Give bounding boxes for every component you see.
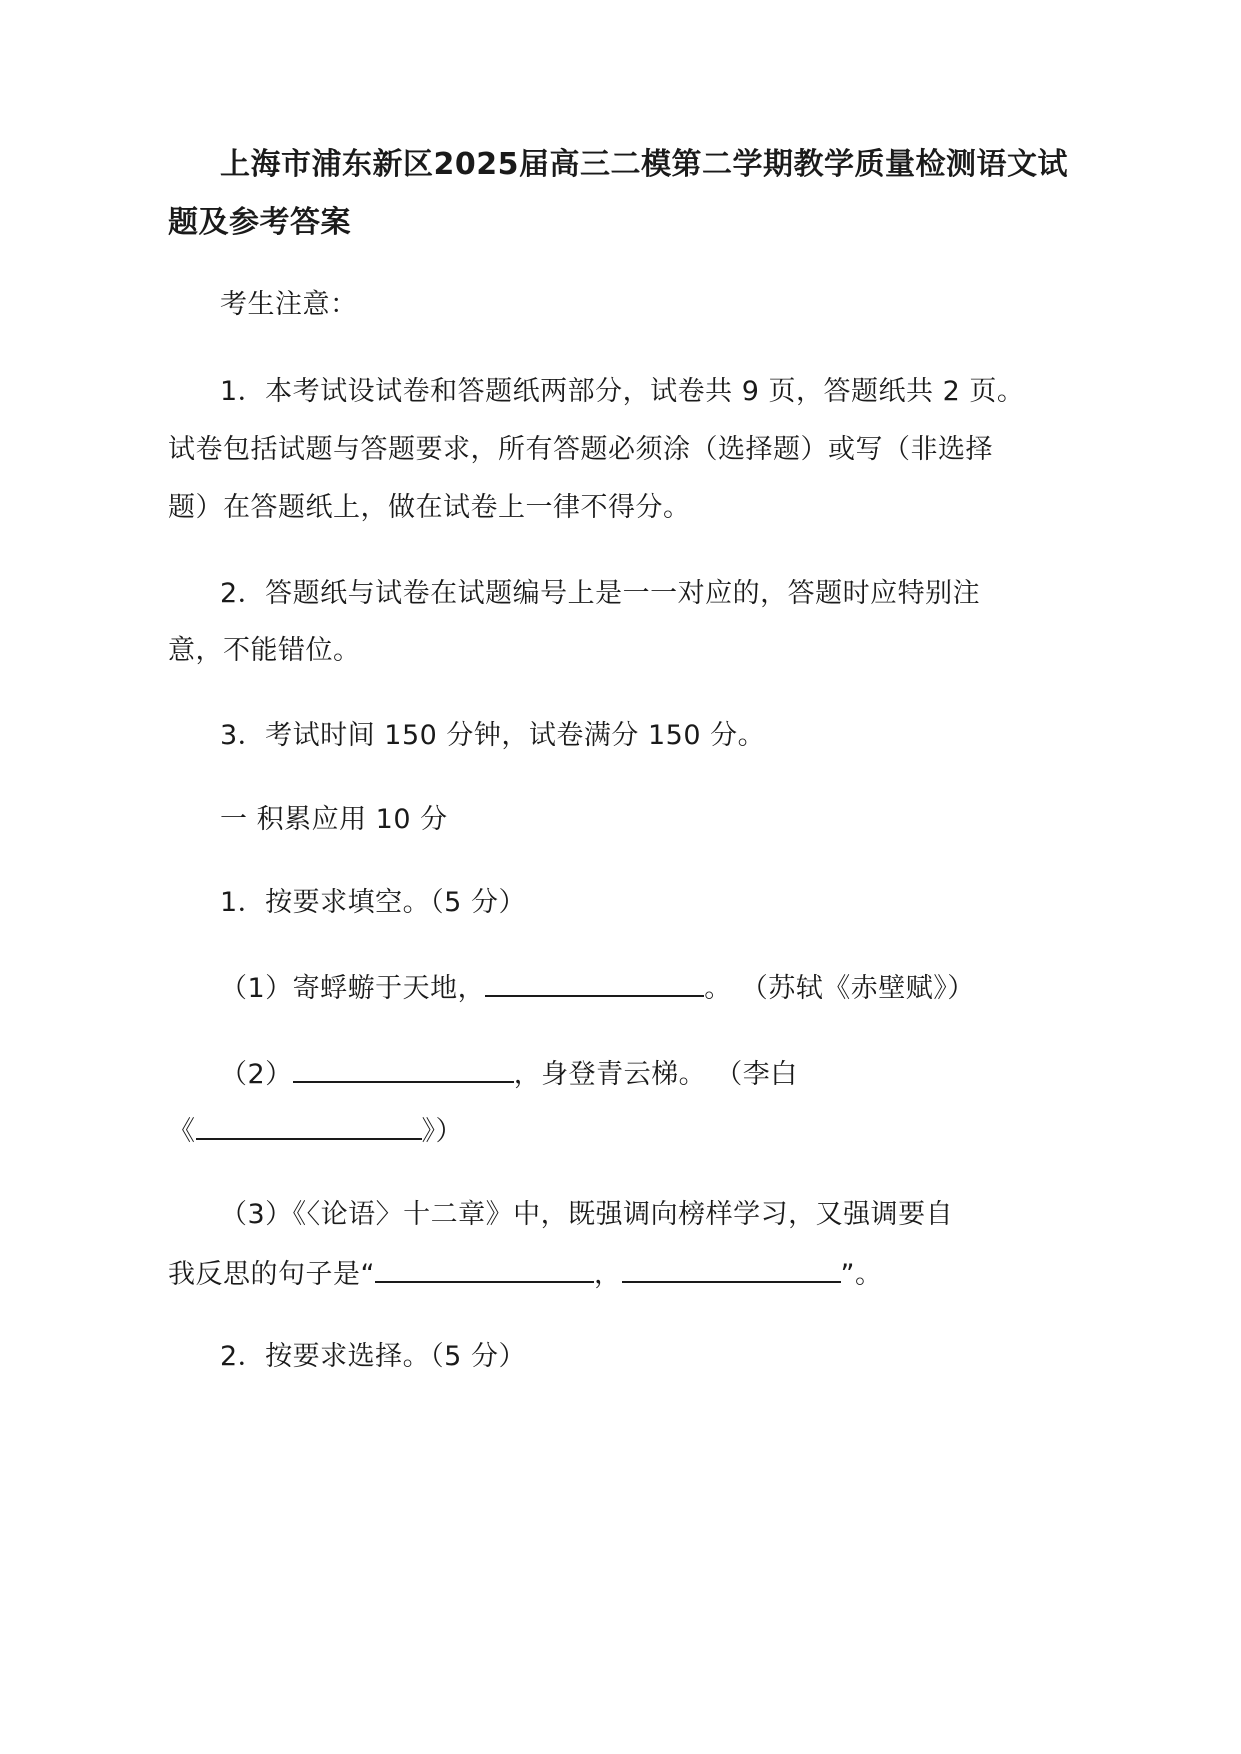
question-1-1-suffix: 。 （苏轼《赤壁赋》）: [704, 973, 975, 1004]
notice-item-1-line-2: 试卷包括试题与答题要求，所有答题必须涂（选择题）或写（非选择: [168, 434, 993, 465]
section-heading-1: 一 积累应用 10 分: [220, 804, 448, 835]
question-1-2-prefix: （2）: [220, 1059, 293, 1090]
question-1-2-suffix: ，身登青云梯。 （李白: [513, 1059, 798, 1090]
answer-blank[interactable]: [622, 1255, 841, 1283]
notice-item-2-line-1: 2．答题纸与试卷在试题编号上是一一对应的，答题时应特别注: [220, 578, 981, 609]
notice-item-1-line-3: 题）在答题纸上，做在试卷上一律不得分。: [168, 492, 691, 523]
question-2: 2．按要求选择。（5 分）: [220, 1341, 526, 1372]
answer-blank[interactable]: [293, 1055, 514, 1083]
question-1-1: [220, 969, 975, 1007]
question-1-2-line-2: [168, 1112, 463, 1150]
question-1-3-line-2-prefix: 我反思的句子是“: [168, 1259, 375, 1290]
question-1-3-line-2: [168, 1255, 883, 1293]
question-1-1-prefix: （1）寄蜉蝣于天地，: [220, 973, 486, 1004]
notice-heading: 考生注意：: [220, 289, 358, 320]
document-title-line-2: 题及参考答案: [168, 205, 351, 240]
question-1-2-line-2-prefix: 《: [168, 1116, 196, 1147]
answer-blank[interactable]: [485, 969, 704, 997]
notice-item-3: 3．考试时间 150 分钟，试卷满分 150 分。: [220, 720, 766, 751]
question-1-2: [220, 1055, 798, 1093]
answer-blank[interactable]: [196, 1112, 422, 1140]
question-1: 1．按要求填空。（5 分）: [220, 887, 526, 918]
notice-item-2-line-2: 意，不能错位。: [168, 635, 361, 666]
question-1-2-line-2-suffix: 》）: [421, 1116, 463, 1147]
answer-blank[interactable]: [375, 1255, 594, 1283]
notice-item-1-line-1: 1．本考试设试卷和答题纸两部分，试卷共 9 页，答题纸共 2 页。: [220, 376, 1025, 407]
question-1-3-line-2-suffix: ”。: [840, 1259, 883, 1290]
question-1-3-line-2-mid: ，: [594, 1259, 622, 1290]
document-title-line-1: 上海市浦东新区2025届高三二模第二学期教学质量检测语文试: [220, 147, 1068, 182]
question-1-3-line-1: （3）《〈论语〉十二章》中，既强调向榜样学习，又强调要自: [220, 1199, 954, 1230]
